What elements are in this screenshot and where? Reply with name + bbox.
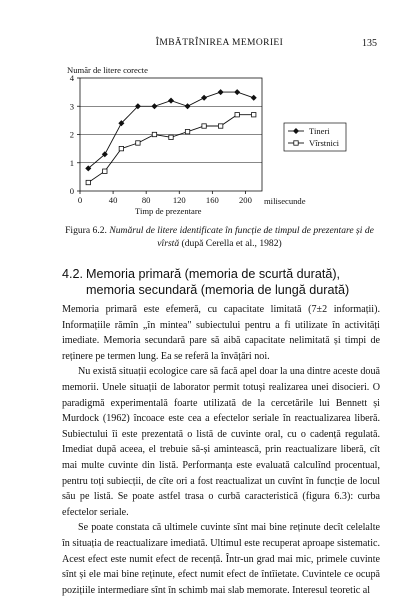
x-tick-label: 200 [239, 195, 252, 205]
y-tick-label: 4 [69, 73, 74, 83]
data-point [201, 95, 206, 100]
body-text [62, 302, 380, 598]
x-tick-label: 80 [141, 195, 151, 205]
y-tick-label: 0 [69, 186, 74, 196]
data-point [168, 98, 173, 103]
caption-label: Figura 6.2. [65, 225, 107, 236]
data-point [185, 129, 189, 133]
chart-axes [70, 73, 262, 205]
section-title-line1: Memoria primară (memoria de scurtă durată), [86, 267, 341, 281]
x-tick-label: 160 [205, 195, 219, 205]
line-chart [0, 0, 410, 220]
y-axis-label: Număr de litere corecte [67, 65, 148, 75]
caption-source: (după Cerella et al., 1982) [181, 238, 282, 249]
legend-marker [294, 141, 298, 145]
chart-legend [284, 123, 346, 151]
page-number: 135 [362, 38, 377, 49]
data-point [152, 132, 156, 136]
x-tick-label: 0 [77, 195, 83, 205]
section-heading [62, 266, 382, 298]
data-point [119, 146, 123, 150]
paragraph: Nu există situații ecologice care să facă apel doar la una dintre aceste două memorii. Unele situații de laborator permit totuși realizarea unei disocieri. O paradigmă experimentală foarte utilizată de la cercetările lui Bennett și Murdock (1962) încoace este cea a efectelor seriale în reactualizarea liberă. Subiectului îi este prezentată o listă de cuvinte oral, cu o cadență regulată. Imediat după aceea, el trebuie să-și amintească, prin reactualizare liberă, cît mai multe cuvinte din listă. Performanța este evaluată calculînd procentual, pentru toți subiecții, de cîte ori a fost reactualizat un cuvînt în funcție de locul său pe listă. Se poate astfel trasa o curbă caracteristică (figura 6.3): curba efectelor seriale. [62, 366, 380, 518]
x-tick-label: 120 [172, 195, 186, 205]
y-tick-label: 1 [69, 157, 74, 168]
paragraph: Se poate constata că ultimele cuvinte sînt mai bine reținute decît celelalte în situația de reactualizare imediată. Ultimul este recuperat aproape sistematic. Acest efect este numit efect de recență. Într-un grad mai mic, primele cuvinte sînt și ele mai bine reținute, efect numit efect de întîietate. Cuvintele ce ocupă pozițiile intermediare sînt în schimb mai slab memorate. Interesul teoretic al [62, 522, 380, 596]
data-point [152, 104, 157, 109]
data-point [86, 180, 90, 184]
x-tick-label: 40 [108, 195, 118, 205]
data-point [185, 104, 190, 109]
running-head: ÎMBĂTRÎNIREA MEMORIEI [155, 38, 284, 48]
data-point [103, 169, 107, 173]
y-tick-label: 2 [69, 129, 74, 140]
data-point [218, 90, 223, 95]
legend-label: Tineri [309, 126, 330, 136]
series-line-1 [88, 115, 253, 183]
x-axis-unit: milisecunde [264, 196, 306, 206]
y-tick-label: 3 [69, 101, 74, 112]
data-point [169, 135, 173, 139]
data-point [251, 95, 256, 100]
legend-label: Vîrstnici [309, 138, 340, 148]
section-title-line2: memoria secundară (memoria de lungă durată) [86, 283, 350, 297]
data-point [218, 124, 222, 128]
figure-caption [62, 224, 377, 250]
section-number: 4.2. [62, 267, 84, 281]
data-point [136, 141, 140, 145]
series-layer [86, 90, 257, 185]
x-axis-label: Timp de prezentare [135, 206, 202, 216]
paragraph: Memoria primară este efemeră, cu capacitate limitată (7±2 informații). Informațiile rămîn „în mintea" subiectului pentru a fi utilizate în activități imediate. Memoria secundară pare să aibă capacitate nelimitată și timpi de reținere pe termen lung. Ea se referă la învățări noi. [62, 304, 380, 362]
data-point [235, 113, 239, 117]
data-point [235, 90, 240, 95]
caption-title: Numărul de litere identificate în funcție de timpul de prezentare și de vîrstă [109, 225, 374, 249]
data-point [252, 113, 256, 117]
data-point [202, 124, 206, 128]
